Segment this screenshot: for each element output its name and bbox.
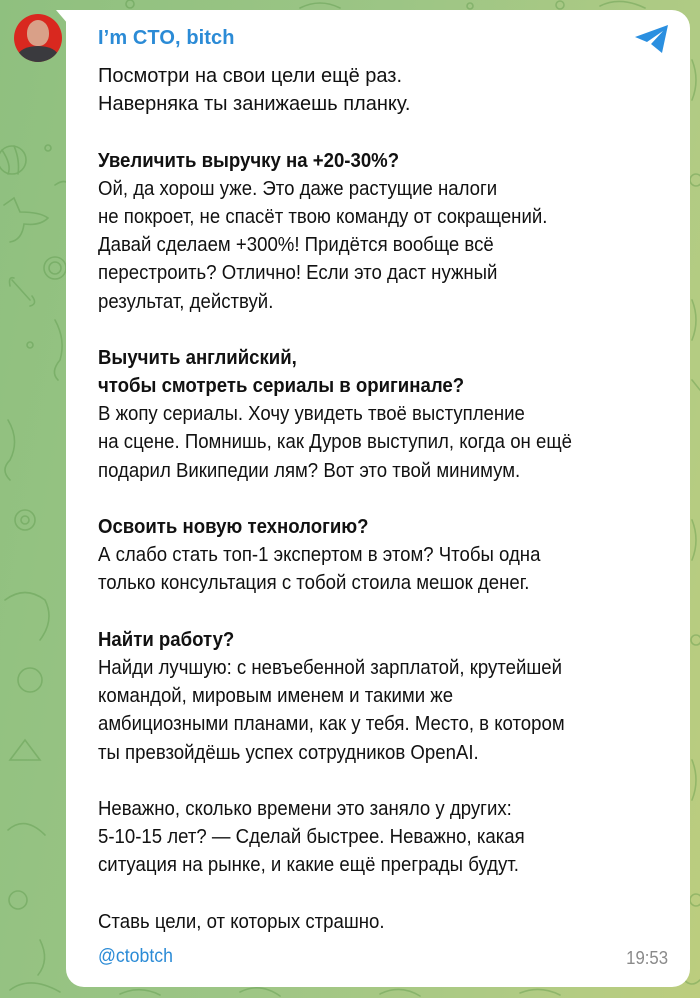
text-line: не покроет, не спасёт твою команду от сокращений. — [98, 205, 548, 228]
text-line: Ой, да хорош уже. Это даже растущие налоги — [98, 177, 498, 200]
closing-line: Ставь цели, от которых страшно. — [98, 910, 385, 933]
avatar-shirt-shape — [18, 46, 58, 62]
channel-avatar[interactable] — [14, 14, 62, 62]
text-line: Найди лучшую: с невъебенной зарплатой, крутейшей — [98, 656, 563, 679]
goal-heading: Освоить новую технологию? — [98, 516, 369, 538]
text-line: результат, действуй. — [98, 290, 274, 313]
message-timestamp: 19:53 — [626, 948, 668, 968]
goal-heading: Выучить английский, — [98, 346, 297, 369]
text-line: командой, мировым именем и такими же — [98, 685, 454, 708]
text-line: Наверняка ты занижаешь планку. — [98, 93, 411, 116]
text-line: только консультация с тобой стоила мешок денег. — [98, 572, 530, 595]
paragraph-spacer — [98, 118, 678, 146]
bubble-tail — [56, 10, 68, 24]
text-line: амбициозными планами, как у тебя. Место, в котором — [98, 713, 565, 736]
paragraph-spacer — [98, 598, 678, 626]
paragraph-spacer — [98, 767, 678, 795]
goal-heading: чтобы смотреть сериалы в оригинале? — [98, 375, 465, 398]
text-line: подарил Википедии лям? Вот это твой минимум. — [98, 459, 521, 482]
text-line: на сцене. Помнишь, как Дуров выступил, когда он ещё — [98, 431, 572, 454]
avatar-head-shape — [27, 20, 49, 46]
text-line: ты превзойдёшь успех сотрудников OpenAI. — [98, 741, 479, 764]
channel-name[interactable]: I’m CTO, bitch — [98, 27, 235, 49]
text-line: Посмотри на свои цели ещё раз. — [98, 65, 403, 87]
text-line: А слабо стать топ-1 экспертом в этом? Чтобы одна — [98, 544, 541, 567]
text-line: перестроить? Отлично! Если это даст нужный — [98, 262, 498, 285]
channel-signature-link[interactable]: @ctobtch — [98, 946, 173, 967]
text-line: Давай сделаем +300%! Придётся вообще всё — [98, 234, 494, 257]
paragraph-spacer — [98, 879, 678, 907]
paragraph-spacer — [98, 316, 678, 344]
goal-heading: Увеличить выручку на +20-30%? — [98, 149, 400, 172]
text-line: В жопу сериалы. Хочу увидеть твоё выступление — [98, 403, 525, 426]
text-line: Неважно, сколько времени это заняло у других: — [98, 797, 512, 820]
message-text — [98, 62, 678, 936]
telegram-share-icon[interactable] — [634, 24, 670, 54]
text-line: 5-10-15 лет? — Сделай быстрее. Неважно, какая — [98, 826, 525, 849]
goal-heading: Найти работу? — [98, 628, 235, 651]
text-line: ситуация на рынке, и какие ещё преграды будут. — [98, 854, 519, 877]
paragraph-spacer — [98, 485, 678, 513]
message-bubble — [66, 10, 690, 987]
